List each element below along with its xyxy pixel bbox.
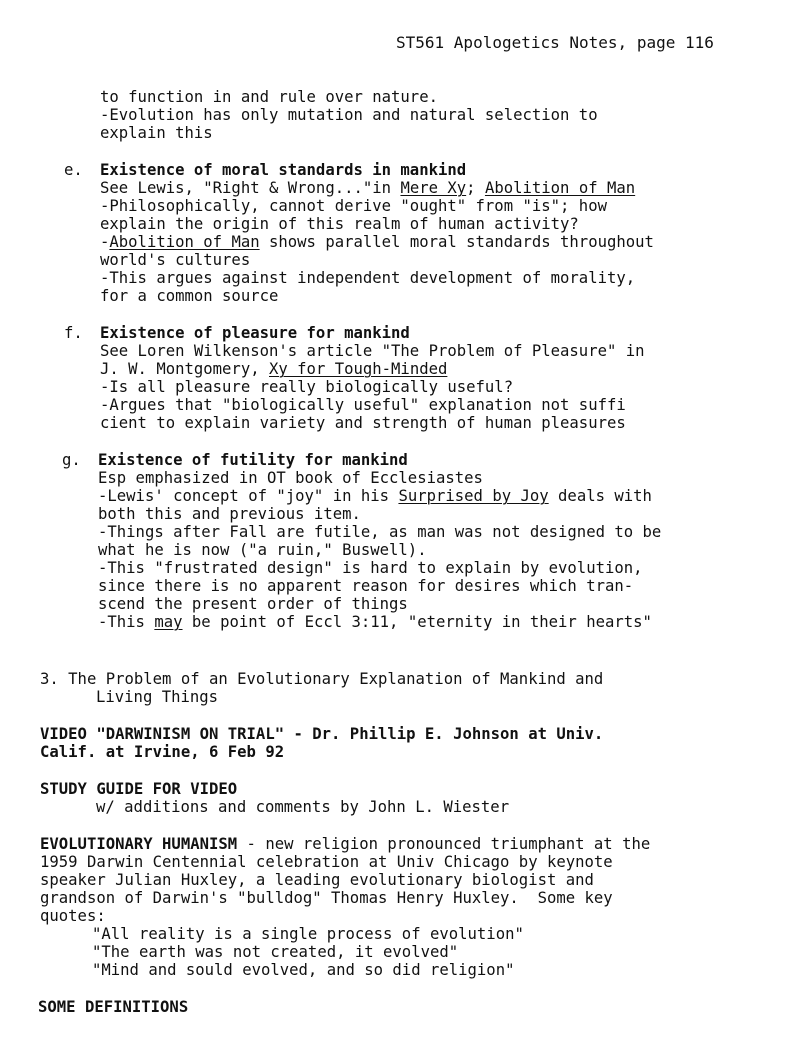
text-run: shows parallel moral standards throughout bbox=[259, 233, 654, 251]
humanism-line: grandson of Darwin's "bulldog" Thomas Henry Huxley. Some key bbox=[40, 889, 613, 907]
item-g-title: Existence of futility for mankind bbox=[98, 451, 408, 469]
item-g-line: what he is now ("a ruin," Buswell). bbox=[98, 541, 427, 559]
item-g-line: Esp emphasized in OT book of Ecclesiastes bbox=[98, 469, 483, 487]
study-guide-heading: STUDY GUIDE FOR VIDEO bbox=[40, 780, 238, 798]
text-run: be point of Eccl 3:11, "eternity in their hearts" bbox=[182, 613, 652, 631]
item-e-line: world's cultures bbox=[100, 251, 251, 269]
section-3-heading: 3. The Problem of an Evolutionary Explanation of Mankind and bbox=[40, 670, 604, 688]
item-f-line: -Argues that "biologically useful" explanation not suffi bbox=[100, 396, 626, 414]
item-f-line: See Loren Wilkenson's article "The Problem of Pleasure" in bbox=[100, 342, 645, 360]
item-e-line: explain the origin of this realm of human activity? bbox=[100, 215, 579, 233]
quote-line: "The earth was not created, it evolved" bbox=[92, 943, 459, 961]
item-f-title: Existence of pleasure for mankind bbox=[100, 324, 410, 342]
item-f-line: cient to explain variety and strength of human pleasures bbox=[100, 414, 626, 432]
item-g-line: -This "frustrated design" is hard to explain by evolution, bbox=[98, 559, 643, 577]
item-g-line: both this and previous item. bbox=[98, 505, 361, 523]
definitions-heading: SOME DEFINITIONS bbox=[38, 998, 189, 1016]
humanism-term: EVOLUTIONARY HUMANISM bbox=[40, 835, 238, 853]
emphasis: may bbox=[154, 613, 183, 631]
carry-over-line: explain this bbox=[100, 124, 213, 142]
item-e-line: -This argues against independent development of morality, bbox=[100, 269, 636, 287]
section-3-heading-cont: Living Things bbox=[96, 688, 219, 706]
item-f-line bbox=[100, 360, 447, 378]
item-f-marker: f. bbox=[64, 324, 83, 342]
video-heading: VIDEO "DARWINISM ON TRIAL" - Dr. Phillip E. Johnson at Univ. bbox=[40, 725, 604, 743]
text-run: See Lewis, "Right & Wrong..."in bbox=[100, 179, 401, 197]
item-e-line bbox=[100, 179, 635, 197]
carry-over-line: -Evolution has only mutation and natural selection to bbox=[100, 106, 598, 124]
quote-line: "Mind and sould evolved, and so did religion" bbox=[92, 961, 515, 979]
humanism-line bbox=[40, 835, 650, 853]
item-g-marker: g. bbox=[62, 451, 81, 469]
item-e-line bbox=[100, 233, 654, 251]
text-run: deals with bbox=[548, 487, 652, 505]
humanism-line: speaker Julian Huxley, a leading evolutionary biologist and bbox=[40, 871, 594, 889]
text-run: - new religion pronounced triumphant at the bbox=[237, 835, 651, 853]
book-title: Abolition of Man bbox=[109, 233, 260, 251]
item-e-line: for a common source bbox=[100, 287, 279, 305]
item-g-line bbox=[98, 487, 652, 505]
book-title: Surprised by Joy bbox=[398, 487, 549, 505]
text-run: -This bbox=[98, 613, 155, 631]
carry-over-line: to function in and rule over nature. bbox=[100, 88, 438, 106]
book-title: Abolition of Man bbox=[484, 179, 636, 197]
humanism-line: 1959 Darwin Centennial celebration at Univ Chicago by keynote bbox=[40, 853, 613, 871]
text-run: - bbox=[100, 233, 110, 251]
item-g-line: -Things after Fall are futile, as man was not designed to be bbox=[98, 523, 662, 541]
item-g-line bbox=[98, 613, 652, 631]
item-f-line: -Is all pleasure really biologically useful? bbox=[100, 378, 514, 396]
book-title: Xy for Tough-Minded bbox=[269, 360, 448, 378]
text-run: ; bbox=[466, 179, 485, 197]
video-heading-cont: Calif. at Irvine, 6 Feb 92 bbox=[40, 743, 285, 761]
text-run: J. W. Montgomery, bbox=[100, 360, 269, 378]
text-run: -Lewis' concept of "joy" in his bbox=[98, 487, 399, 505]
quote-line: "All reality is a single process of evolution" bbox=[92, 925, 524, 943]
humanism-line: quotes: bbox=[40, 907, 106, 925]
item-g-line: since there is no apparent reason for desires which tran- bbox=[98, 577, 634, 595]
book-title: Mere Xy bbox=[400, 179, 467, 197]
item-g-line: scend the present order of things bbox=[98, 595, 408, 613]
item-e-marker: e. bbox=[64, 161, 83, 179]
page-header: ST561 Apologetics Notes, page 116 bbox=[396, 33, 714, 52]
item-e-title: Existence of moral standards in mankind bbox=[100, 161, 467, 179]
study-guide-line: w/ additions and comments by John L. Wiester bbox=[96, 798, 510, 816]
item-e-line: -Philosophically, cannot derive "ought" from "is"; how bbox=[100, 197, 607, 215]
